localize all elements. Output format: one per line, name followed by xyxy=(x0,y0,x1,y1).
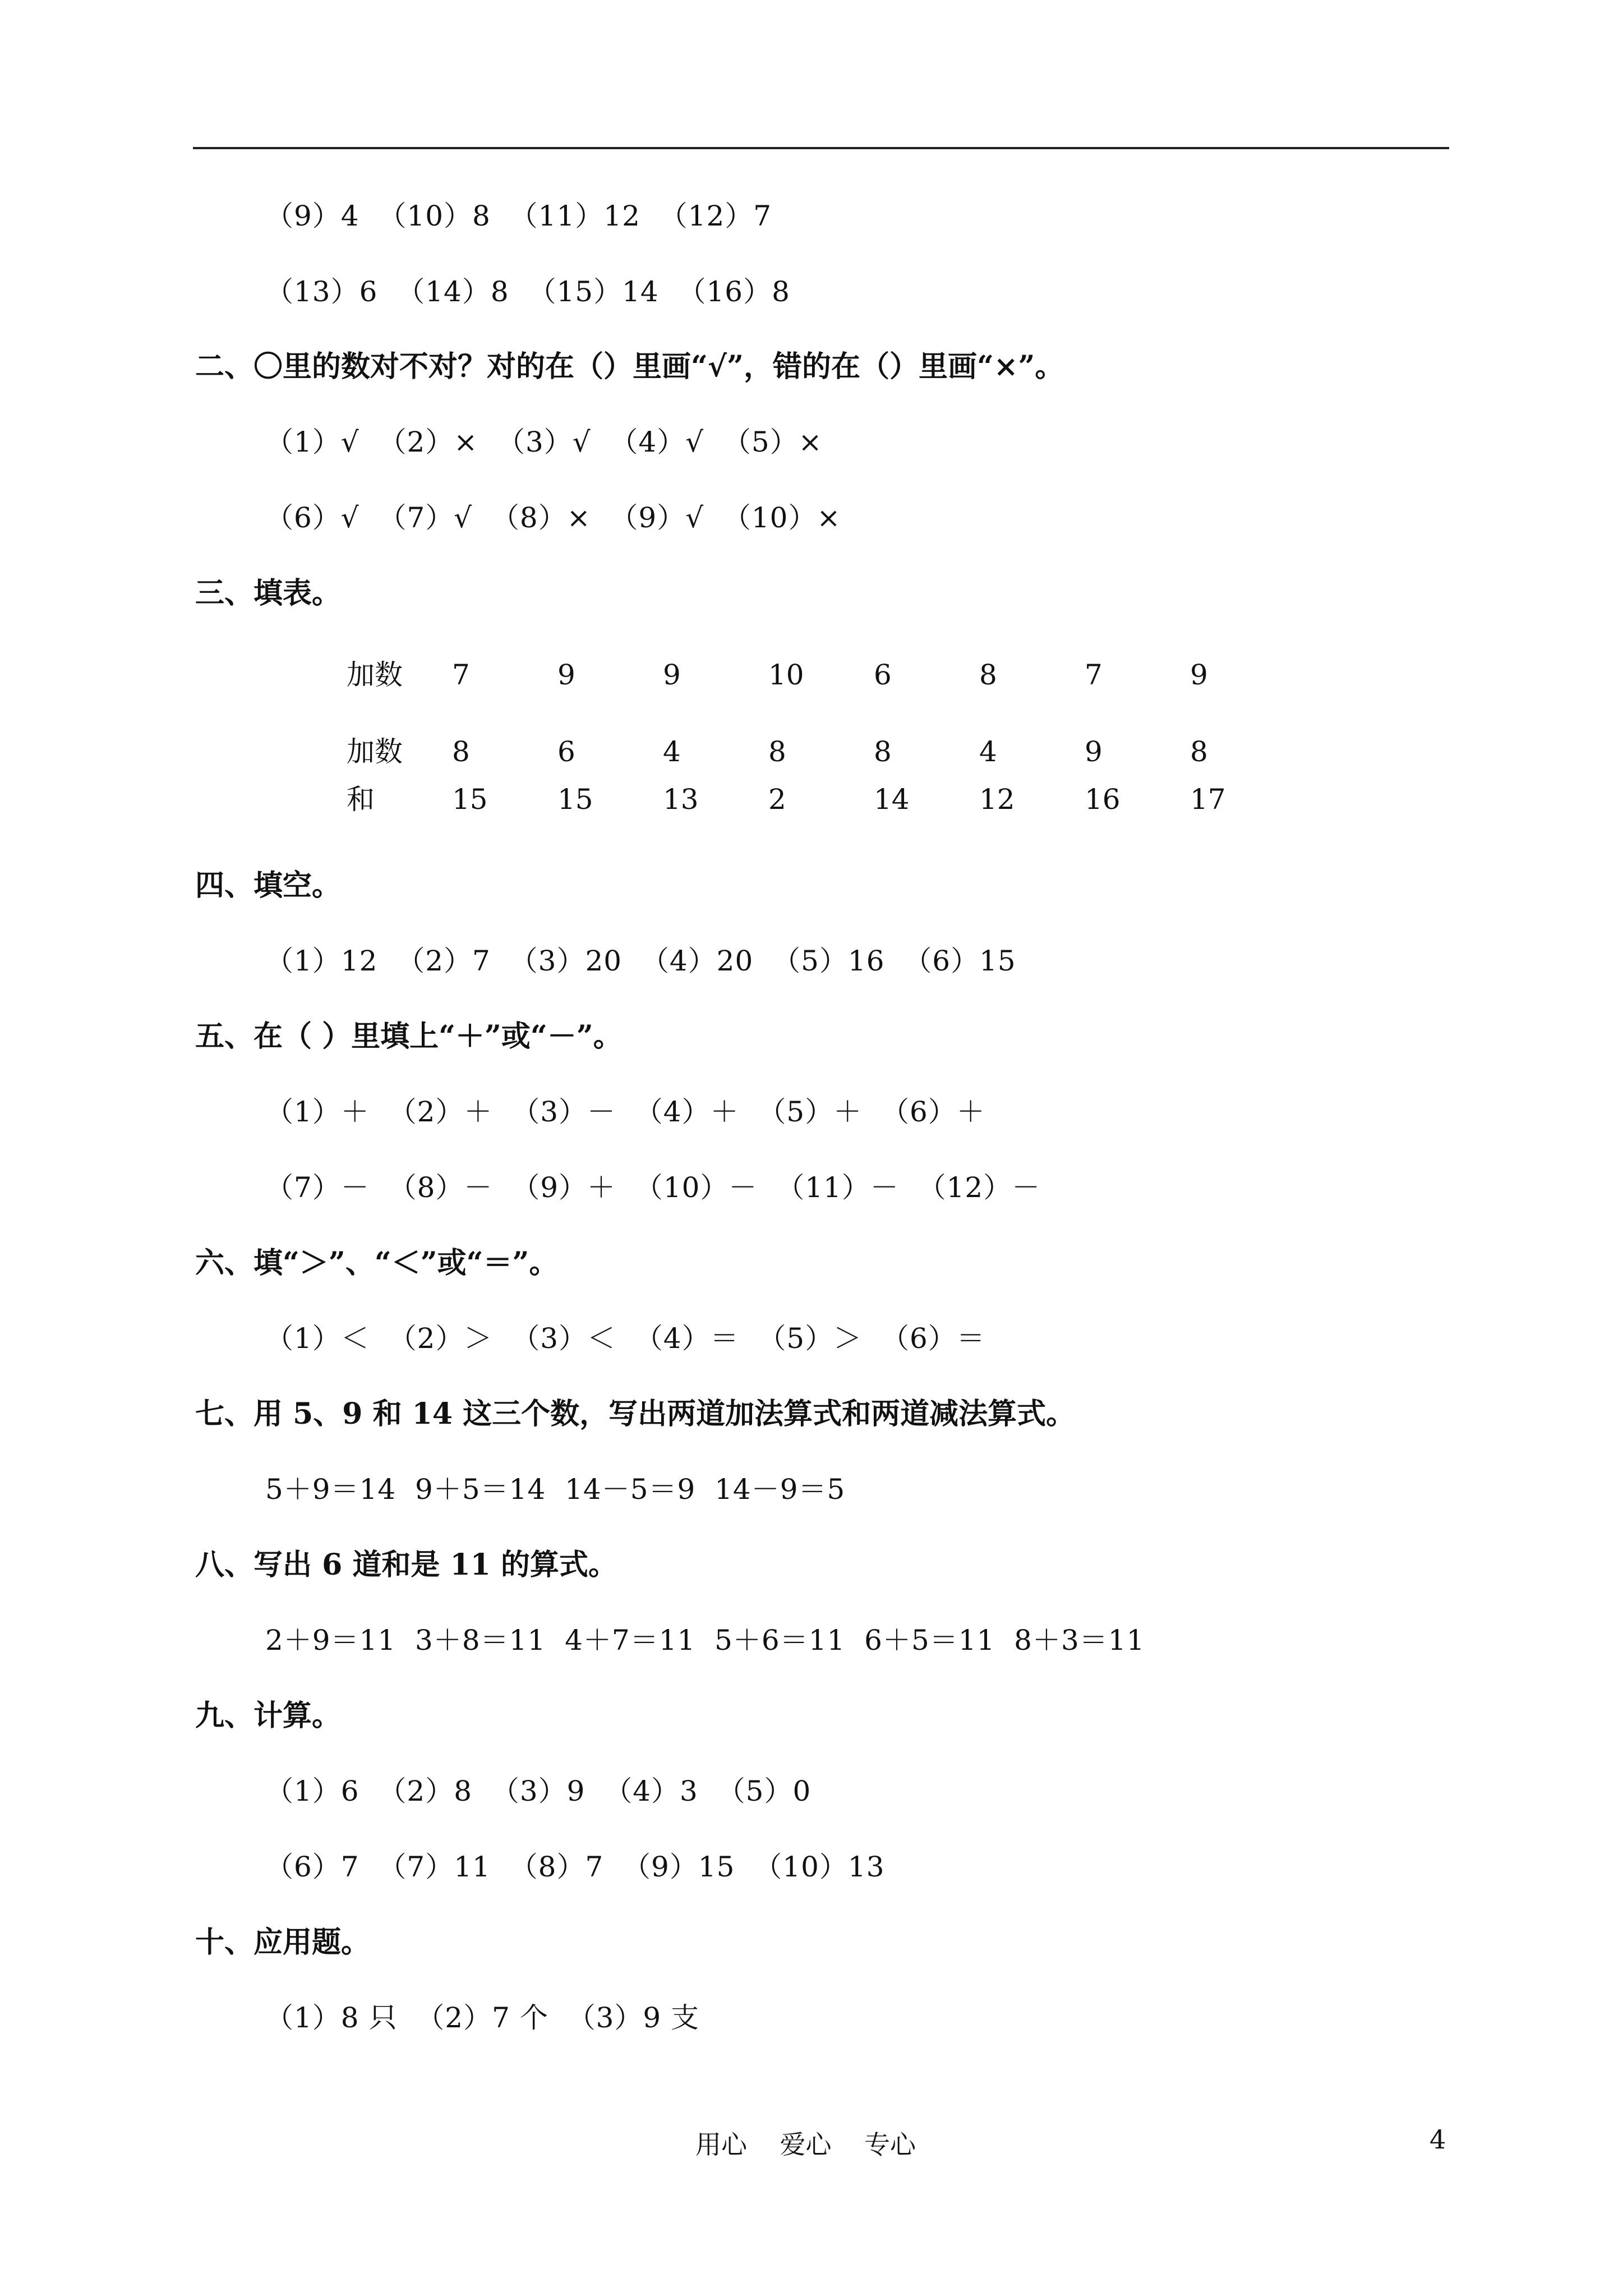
table-cell: 17 xyxy=(1190,783,1226,816)
answer-line: （1）＋ （2）＋ （3）－ （4）＋ （5）＋ （6）＋ xyxy=(265,1096,985,1128)
table-cell: 8 xyxy=(452,735,470,768)
footer-motto: 用心 爱心 专心 xyxy=(695,2129,916,2160)
table-cell: 2 xyxy=(768,783,786,816)
table-cell: 4 xyxy=(979,735,997,768)
table-cell: 8 xyxy=(768,735,786,768)
section-heading: 九、计算。 xyxy=(195,1699,342,1733)
table-row-label: 和 xyxy=(347,783,375,816)
answer-line: （1）6 （2）8 （3）9 （4）3 （5）0 xyxy=(265,1775,811,1807)
table-cell: 9 xyxy=(1085,735,1103,768)
table-cell: 7 xyxy=(452,659,470,691)
answer-line: （6）√ （7）√ （8）× （9）√ （10）× xyxy=(265,501,841,534)
header-rule xyxy=(193,147,1449,149)
table-cell: 10 xyxy=(768,659,804,691)
answer-line: 2＋9＝11 3＋8＝11 4＋7＝11 5＋6＝11 6＋5＝11 8＋3＝11 xyxy=(265,1624,1145,1657)
table-cell: 8 xyxy=(979,659,997,691)
table-cell: 14 xyxy=(874,783,910,816)
table-cell: 7 xyxy=(1085,659,1103,691)
section-heading: 五、在（ ）里填上“＋”或“－”。 xyxy=(195,1019,623,1053)
page-number: 4 xyxy=(1430,2124,1446,2155)
answer-line: 5＋9＝14 9＋5＝14 14－5＝9 14－9＝5 xyxy=(265,1473,846,1506)
table-cell: 12 xyxy=(979,783,1015,816)
answer-line: （1）8 只 （2）7 个 （3）9 支 xyxy=(265,2001,700,2034)
section-heading: 八、写出 6 道和是 11 的算式。 xyxy=(195,1548,617,1582)
answer-line: （9）4 （10）8 （11）12 （12）7 xyxy=(265,200,772,232)
table-cell: 13 xyxy=(663,783,699,816)
table-cell: 8 xyxy=(874,735,892,768)
table-cell: 9 xyxy=(557,659,575,691)
table-row-label: 加数 xyxy=(347,659,403,691)
table-cell: 6 xyxy=(557,735,575,768)
answer-line: （6）7 （7）11 （8）7 （9）15 （10）13 xyxy=(265,1851,885,1883)
table-cell: 4 xyxy=(663,735,681,768)
answer-line: （13）6 （14）8 （15）14 （16）8 xyxy=(265,275,790,308)
table-cell: 16 xyxy=(1085,783,1121,816)
table-cell: 9 xyxy=(663,659,681,691)
section-heading: 四、填空。 xyxy=(195,868,342,903)
answer-line: （1）√ （2）× （3）√ （4）√ （5）× xyxy=(265,426,823,458)
answer-line: （7）－ （8）－ （9）＋ （10）－ （11）－ （12）－ xyxy=(265,1171,1041,1204)
section-heading: 六、填“＞”、“＜”或“＝”。 xyxy=(195,1246,559,1280)
table-cell: 6 xyxy=(874,659,892,691)
table-cell: 15 xyxy=(452,783,488,816)
section-heading: 十、应用题。 xyxy=(195,1925,371,1959)
table-cell: 15 xyxy=(557,783,593,816)
section-heading: 二、〇里的数对不对？对的在（）里画“√”，错的在（）里画“×”。 xyxy=(195,349,1064,384)
table-cell: 9 xyxy=(1190,659,1208,691)
section-heading: 三、填表。 xyxy=(195,576,342,610)
section-heading: 七、用 5、9 和 14 这三个数，写出两道加法算式和两道减法算式。 xyxy=(195,1397,1076,1431)
answer-line: （1）＜ （2）＞ （3）＜ （4）＝ （5）＞ （6）＝ xyxy=(265,1322,985,1355)
table-row-label: 加数 xyxy=(347,735,403,768)
table-cell: 8 xyxy=(1190,735,1208,768)
answer-line: （1）12 （2）7 （3）20 （4）20 （5）16 （6）15 xyxy=(265,945,1016,977)
